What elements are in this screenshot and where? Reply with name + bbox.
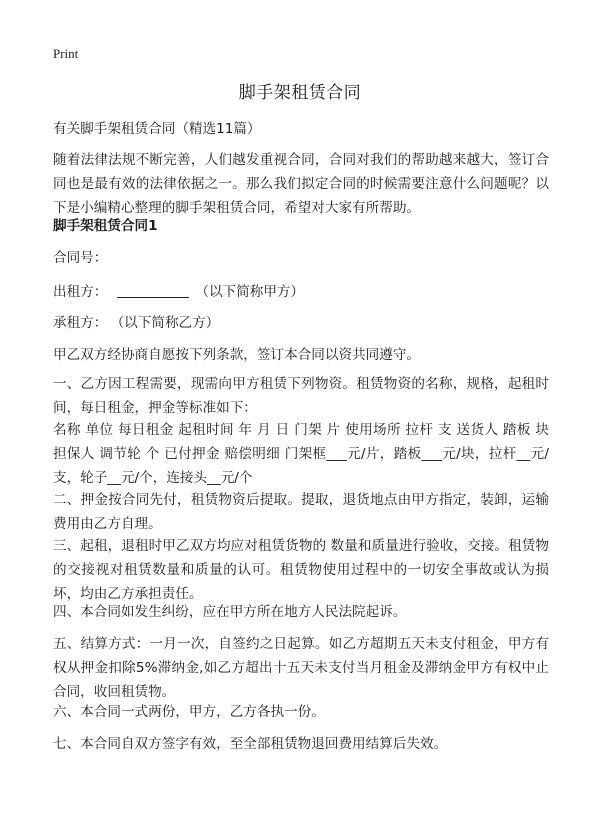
lessor-row [53, 280, 549, 304]
clause-5: 五、结算方式：一月一次，自签约之日起算。如乙方超期五天未支付租金，甲方有权从押金扣除5%滞纳金,如乙方超出十五天未支付当月租金及滞纳金甲方有权中止合同，收回租赁物。 [53, 636, 549, 700]
clause-1: 一、乙方因工程需要，现需向甲方租赁下列物资。租赁物资的名称，规格，起租时间，每日租金，押金等标准如下： [53, 376, 549, 416]
lessee-note: （以下简称乙方） [117, 315, 220, 331]
lessor-note: （以下简称甲方） [195, 284, 305, 300]
lessor-label: 出租方： [53, 284, 108, 300]
print-link[interactable]: Print [53, 46, 79, 61]
clause-7: 七、本合同自双方签字有效，至全部租赁物退回费用结算后失效。 [53, 736, 448, 752]
preamble: 甲乙双方经协商自愿按下列条款，签订本合同以资共同遵守。 [53, 347, 421, 363]
document-title: 脚手架租赁合同 [238, 83, 362, 103]
clause-rental-items: 名称 单位 每日租金 起租时间 年 月 日 门架 片 使用场所 拉杆 支 送货人 踏板 块 担保人 调节轮 个 已付押金 赔偿明细 门架框___元/片，踏板___元/块，拉杆__元/支，轮子__元/个，连接头__元/个 [53, 422, 549, 486]
subtitle: 有关脚手架租赁合同（精选11篇） [53, 121, 261, 137]
contract-number-label: 合同号： [53, 250, 108, 266]
lessee-label: 承租方： [53, 315, 108, 331]
lessor-blank [117, 283, 189, 298]
intro-paragraph: 随着法律法规不断完善，人们越发重视合同，合同对我们的帮助越来越大，签订合同也是最有效的法律依据之一。那么我们拟定合同的时候需要注意什么问题呢？以下是小编精心整理的脚手架租赁合同，希望对大家有所帮助。 [53, 152, 549, 216]
clause-6: 六、本合同一式两份，甲方，乙方各执一份。 [53, 704, 325, 720]
clause-4: 四、本合同如发生纠纷，应在甲方所在地方人民法院起诉。 [53, 604, 407, 620]
clause-3: 三、起租，退租时甲乙双方均应对租赁货物的 数量和质量进行验收，交接。租赁物的交接视对租赁数量和质量的认可。租赁物使用过程中的一切安全事故或认为损坏，均由乙方承担责任。 [53, 538, 549, 602]
lessee-row [53, 311, 549, 335]
clause-2: 二、押金按合同先付，租赁物资后提取。提取，退货地点由甲方指定，装卸，运输费用由乙方自理。 [53, 492, 549, 532]
section-heading: 脚手架租赁合同1 [53, 218, 158, 234]
